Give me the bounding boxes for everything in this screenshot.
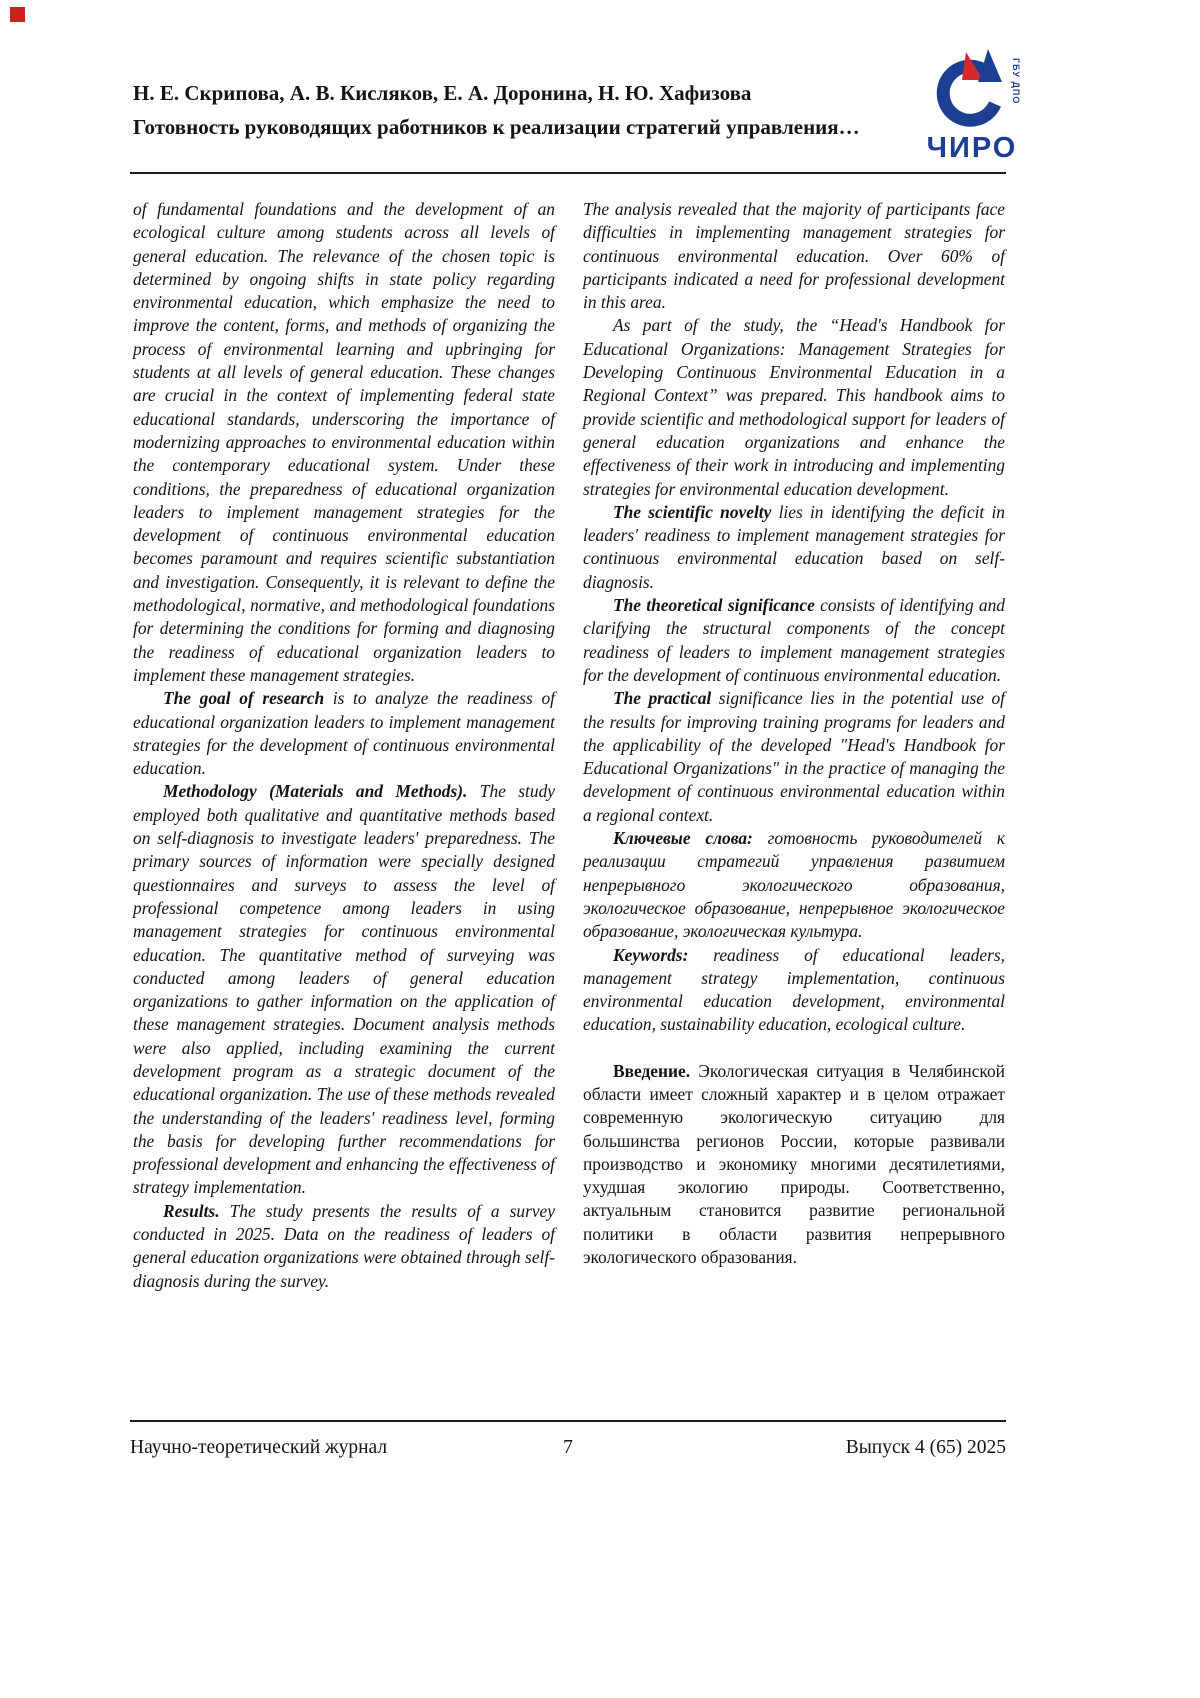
paragraph: Keywords: readiness of educational leaders, management strategy implementation, continuous environmental education development, environmental education, sustainability education, ecological culture. — [583, 944, 1005, 1035]
paragraph: The practical significance lies in the potential use of the results for improving training programs for leaders and the applicability of the developed "Head's Handbook for Educational Organizations" in the practice of managing the development of continuous environmental education within a regional context. — [583, 688, 1006, 825]
paragraph: Results. The study presents the results of a survey conducted in 2025. Data on the readiness of leaders of general education organizations were obtained through self-diagnosis during the survey. — [133, 1200, 555, 1291]
left-column — [133, 198, 555, 1293]
header-running-title: Готовность руководящих работников к реализации стратегий управления… — [133, 115, 860, 140]
paragraph: The scientific novelty lies in identifying the deficit in leaders' readiness to implement management strategies for continuous environmental education based on self-diagnosis. — [583, 501, 1005, 592]
paragraph: The analysis revealed that the majority of participants face difficulties in implementing management strategies for continuous environmental education. Over 60% of participants indicated a need for professional development in this area. — [583, 199, 1005, 313]
chiro-emblem-icon — [933, 48, 1011, 130]
paragraph-lead: Methodology (Materials and Methods). — [163, 781, 480, 802]
paragraph: As part of the study, the “Head's Handbook for Educational Organizations: Management Strategies for Developing Continuous Environmental Education in a Regional Context” was prepared. This handbook aims to provide scientific and methodological support for leaders of general education organizations and enhance the effectiveness of their work in introducing and implementing strategies for environmental education development. — [583, 315, 1005, 499]
right-column — [583, 198, 1005, 1293]
scan-corner-marker — [10, 7, 25, 22]
page-footer — [130, 1420, 1006, 1459]
paragraph: The goal of research is to analyze the readiness of educational organization leaders to implement management strategies for the development of continuous environmental education. — [133, 688, 555, 779]
journal-logo — [916, 48, 1028, 165]
article-body — [133, 198, 1005, 1293]
paragraph: Введение. Экологическая ситуация в Челябинской области имеет сложный характер и в целом отражает современную экологическую ситуацию для большинства регионов России, которые развивали производство и экономику многими десятилетиями, ухудшая экологию природы. Соответственно, актуальным становится развитие региональной политики в области развития непрерывного экологического образования. — [583, 1060, 1005, 1268]
page-header — [133, 80, 913, 141]
header-divider — [130, 172, 1006, 174]
paragraph: of fundamental foundations and the development of an ecological culture among students across all levels of general education. The relevance of the chosen topic is determined by ongoing shifts in state policy regarding environmental education, which emphasize the need to improve the content, forms, and methods of organizing the process of environmental learning and upbringing for students at all levels of general education. These changes are crucial in the context of implementing federal state educational standards, underscoring the importance of modernizing approaches to environmental education within the contemporary educational system. Under these conditions, the preparedness of educational organization leaders to implement management strategies for the development of continuous environmental education becomes paramount and requires scientific substantiation and investigation. Consequently, it is relevant to define the methodological, normative, and methodological foundations for determining the conditions for forming and diagnosing the readiness of educational organization leaders to implement these management strategies. — [133, 199, 555, 685]
footer-issue: Выпуск 4 (65) 2025 — [845, 1437, 1006, 1458]
paragraph-lead: Results. — [163, 1200, 230, 1221]
paragraph: The theoretical significance consists of identifying and clarifying the structural components of the concept readiness of leaders to implement management strategies for the development of continuous environmental education. — [583, 595, 1005, 685]
paragraph-lead: The scientific novelty — [613, 501, 779, 522]
footer-page-number: 7 — [563, 1437, 573, 1458]
header-authors: Н. Е. Скрипова, А. В. Кисляков, Е. А. Доронина, Н. Ю. Хафизова — [133, 81, 752, 105]
logo-emblem-wrap — [929, 48, 1021, 132]
paragraph-lead: The practical — [613, 688, 719, 709]
logo-org-type: ГБУ ДПО — [1011, 58, 1021, 105]
footer-journal: Научно-теоретический журнал — [130, 1437, 388, 1458]
paragraph: Methodology (Materials and Methods). The study employed both qualitative and quantitative methods based on self-diagnosis to investigate leaders' preparedness. The primary sources of information were specially designed questionnaires and surveys to assess the level of professional competence among leaders in using management strategies for continuous environmental education. The quantitative method of surveying was conducted among leaders of general education organizations to gather information on the application of these management strategies. Document analysis methods were also applied, including examining the current development program as a strategic document of the educational organization. The use of these methods revealed the understanding of the leaders' readiness level, forming the basis for developing further recommendations for professional development and enhancing the effectiveness of strategy implementation. — [133, 781, 555, 1198]
paragraph-lead: Введение. — [613, 1060, 699, 1081]
paragraph-lead: The goal of research — [163, 688, 333, 709]
logo-acronym: ЧИРО — [926, 132, 1018, 164]
paragraph-lead: Ключевые слова: — [613, 828, 768, 849]
paragraph: Ключевые слова: готовность руководителей к реализации стратегий управления развитием непрерывного экологического образования, экологическое образование, непрерывное экологическое образование, экологическая культура. — [583, 828, 1005, 942]
paragraph-lead: The theoretical significance — [613, 595, 821, 616]
paragraph-lead: Keywords: — [613, 944, 714, 965]
